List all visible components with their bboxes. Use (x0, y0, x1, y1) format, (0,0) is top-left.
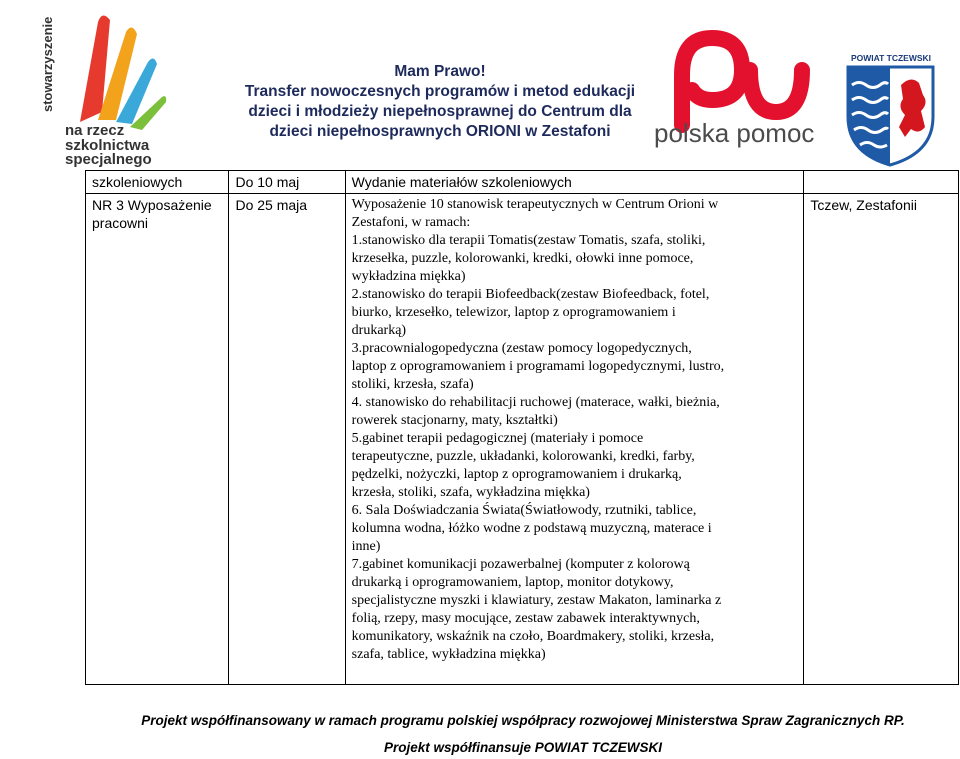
row1-task: szkoleniowych (86, 171, 229, 194)
row1-deadline: Do 10 maj (229, 171, 345, 194)
desc-line: krzesełka, puzzle, kolorowanki, kredki, ołowki inne pomoce, (351, 251, 694, 266)
stowarzyszenie-logo (40, 2, 170, 167)
project-title (200, 62, 680, 142)
title-line-3: dzieci i młodzieży niepełnosprawnej do Centrum dla (248, 103, 632, 120)
desc-line: 7.gabinet komunikacji pozawerbalnej (komputer z kolorową (351, 557, 690, 572)
desc-line: folią, rzepy, masy mocujące, zestaw zabawek interaktywnych, (351, 611, 700, 626)
desc-line: 6. Sala Doświadczania Świata(Światłowody, rzutniki, tablice, (351, 503, 697, 518)
desc-line: pędzelki, nożyczki, laptop z oprogramowaniem i drukarką, (351, 467, 682, 482)
powiat-crest-icon (843, 55, 938, 167)
row2-deadline: Do 25 maja (229, 194, 345, 685)
desc-line: 2.stanowisko do terapii Biofeedback(zestaw Biofeedback, fotel, (351, 287, 710, 302)
row2-description (345, 194, 804, 685)
desc-line: krzesła, stoliki, szafa, wykładzina miękka) (351, 485, 590, 500)
desc-line: drukarką i oprogramowaniem, laptop, monitor dotykowy, (351, 575, 674, 590)
desc-line: terapeutyczne, puzzle, układanki, kolorowanki, kredki, farby, (351, 449, 695, 464)
desc-line: komunikatory, wskaźnik na czoło, Boardmakery, stoliki, krzesła, (351, 629, 715, 644)
table-row (86, 194, 959, 685)
logo-left-text-4: specjalnego (65, 151, 152, 167)
desc-line: 4. stanowisko do rehabilitacji ruchowej (materace, wałki, bieżnia, (351, 395, 720, 410)
row1-description: Wydanie materiałów szkoleniowych (345, 171, 804, 194)
row2-location: Tczew, Zestafonii (804, 194, 959, 685)
desc-line: kolumna wodna, łóżko wodne z podstawą muzyczną, materace i (351, 521, 712, 536)
row1-location (804, 171, 959, 194)
polska-pomoc-label: polska pomoc (654, 118, 815, 148)
desc-line: wykładzina miękka) (351, 269, 466, 284)
desc-line: 5.gabinet terapii pedagogicznej (materiały i pomoce (351, 431, 644, 446)
desc-line: stoliki, krzesła, szafa) (351, 377, 474, 392)
desc-line: rowerek stacjonarny, maty, kształtki) (351, 413, 558, 428)
desc-line: biurko, krzesełko, telewizor, laptop z oprogramowaniem i (351, 305, 676, 320)
row2-task: NR 3 Wyposażenie pracowni (86, 194, 229, 685)
powiat-label: POWIAT TCZEWSKI (850, 53, 932, 63)
table-row (86, 171, 959, 194)
logo-left-text-3: szkolnictwa (65, 137, 150, 154)
desc-line: specjalistyczne myszki i klawiatury, zestaw Makaton, laminarka z (351, 593, 722, 608)
title-line-1: Mam Prawo! (394, 63, 486, 80)
desc-line: 1.stanowisko dla terapii Tomatis(zestaw Tomatis, szafa, stoliki, (351, 233, 706, 248)
title-line-4: dzieci niepełnosprawnych ORIONI w Zestafoni (269, 123, 611, 140)
desc-line: laptop z oprogramowaniem i programami logopedycznymi, lustro, (351, 359, 725, 374)
footer-cofinancer: Projekt współfinansuje POWIAT TCZEWSKI (383, 740, 662, 755)
desc-line: 3.pracownialogopedyczna (zestaw pomocy logopedycznych, (351, 341, 692, 356)
desc-line: szafa, tablice, wykładzina miękka) (351, 647, 546, 662)
title-line-2: Transfer nowoczesnych programów i metod edukacji (244, 83, 636, 100)
logo-left-text-1: stowarzyszenie (40, 16, 55, 112)
desc-line: Wyposażenie 10 stanowisk terapeutycznych w Centrum Orioni w (351, 197, 719, 212)
logo-left-text-2: na rzecz (65, 122, 125, 139)
schedule-table (85, 170, 959, 685)
desc-line: inne) (351, 539, 381, 554)
desc-line: Zestafoni, w ramach: (351, 215, 471, 230)
desc-line: drukarką) (351, 323, 407, 338)
footer-cofinancing-note: Projekt współfinansowany w ramach programu polskiej współpracy rozwojowej Ministerstwa Spraw Zagranicznych RP. (141, 713, 905, 728)
